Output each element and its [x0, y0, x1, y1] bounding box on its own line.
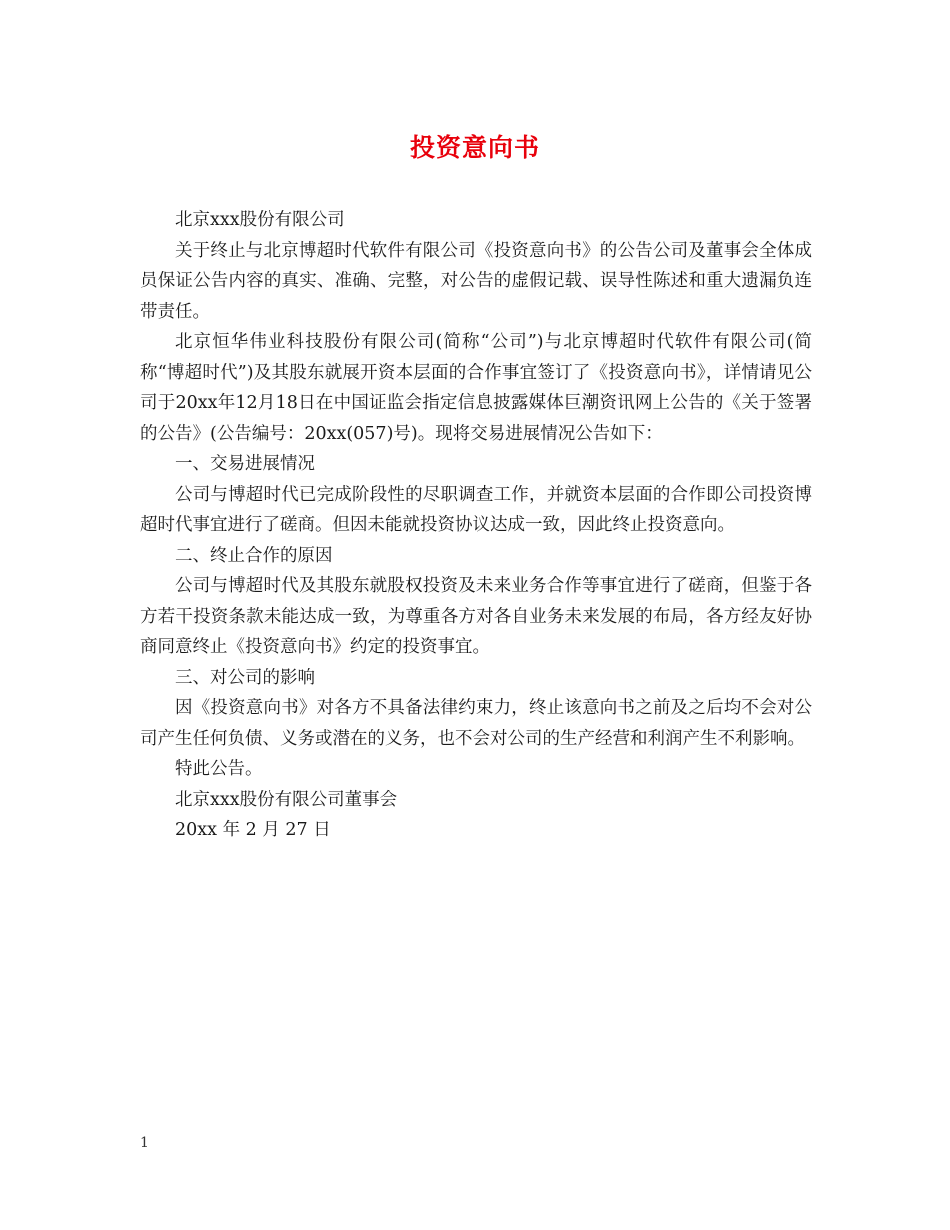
reason-paragraph: 公司与博超时代及其股东就股权投资及未来业务合作等事宜进行了磋商，但鉴于各方若干投资条款未能达成一致，为尊重各方对各自业务未来发展的布局，各方经友好协商同意终止《投资意向书》约定的投资事宜。 [140, 576, 812, 657]
progress-paragraph: 公司与博超时代已完成阶段性的尽职调查工作，并就资本层面的合作即公司投资博超时代事宜进行了磋商。但因未能就投资协议达成一致，因此终止投资意向。 [140, 484, 812, 535]
impact-paragraph: 因《投资意向书》对各方不具备法律约束力，终止该意向书之前及之后均不会对公司产生任何负债、义务或潜在的义务，也不会对公司的生产经营和利润产生不利影响。 [140, 698, 812, 749]
section-heading-reason: 二、终止合作的原因 [175, 545, 333, 566]
company-name: 北京xxx股份有限公司 [175, 210, 345, 230]
page-number: 1 [140, 1135, 149, 1151]
background-paragraph: 北京恒华伟业科技股份有限公司(简称“公司”)与北京博超时代软件有限公司(简称“博超时代”)及其股东就展开资本层面的合作事宜签订了《投资意向书》，详情请见公司于20xx年12月18日在中国证监会指定信息披露媒体巨潮资讯网上公告的《关于签署的公告》(公告编号：20xx(057)号)。现将交易进展情况公告如下： [140, 332, 812, 444]
section-heading-impact: 三、对公司的影响 [175, 667, 315, 688]
document-body [140, 205, 812, 846]
document-title: 投资意向书 [409, 133, 540, 162]
closing-statement: 特此公告。 [175, 759, 263, 779]
section-heading-progress: 一、交易进展情况 [175, 454, 315, 474]
announcement-intro-paragraph: 关于终止与北京博超时代软件有限公司《投资意向书》的公告公司及董事会全体成员保证公告内容的真实、准确、完整，对公告的虚假记载、误导性陈述和重大遗漏负连带责任。 [140, 240, 812, 322]
signature-board: 北京xxx股份有限公司董事会 [175, 789, 398, 810]
signature-date: 20xx 年 2 月 27 日 [175, 820, 331, 840]
